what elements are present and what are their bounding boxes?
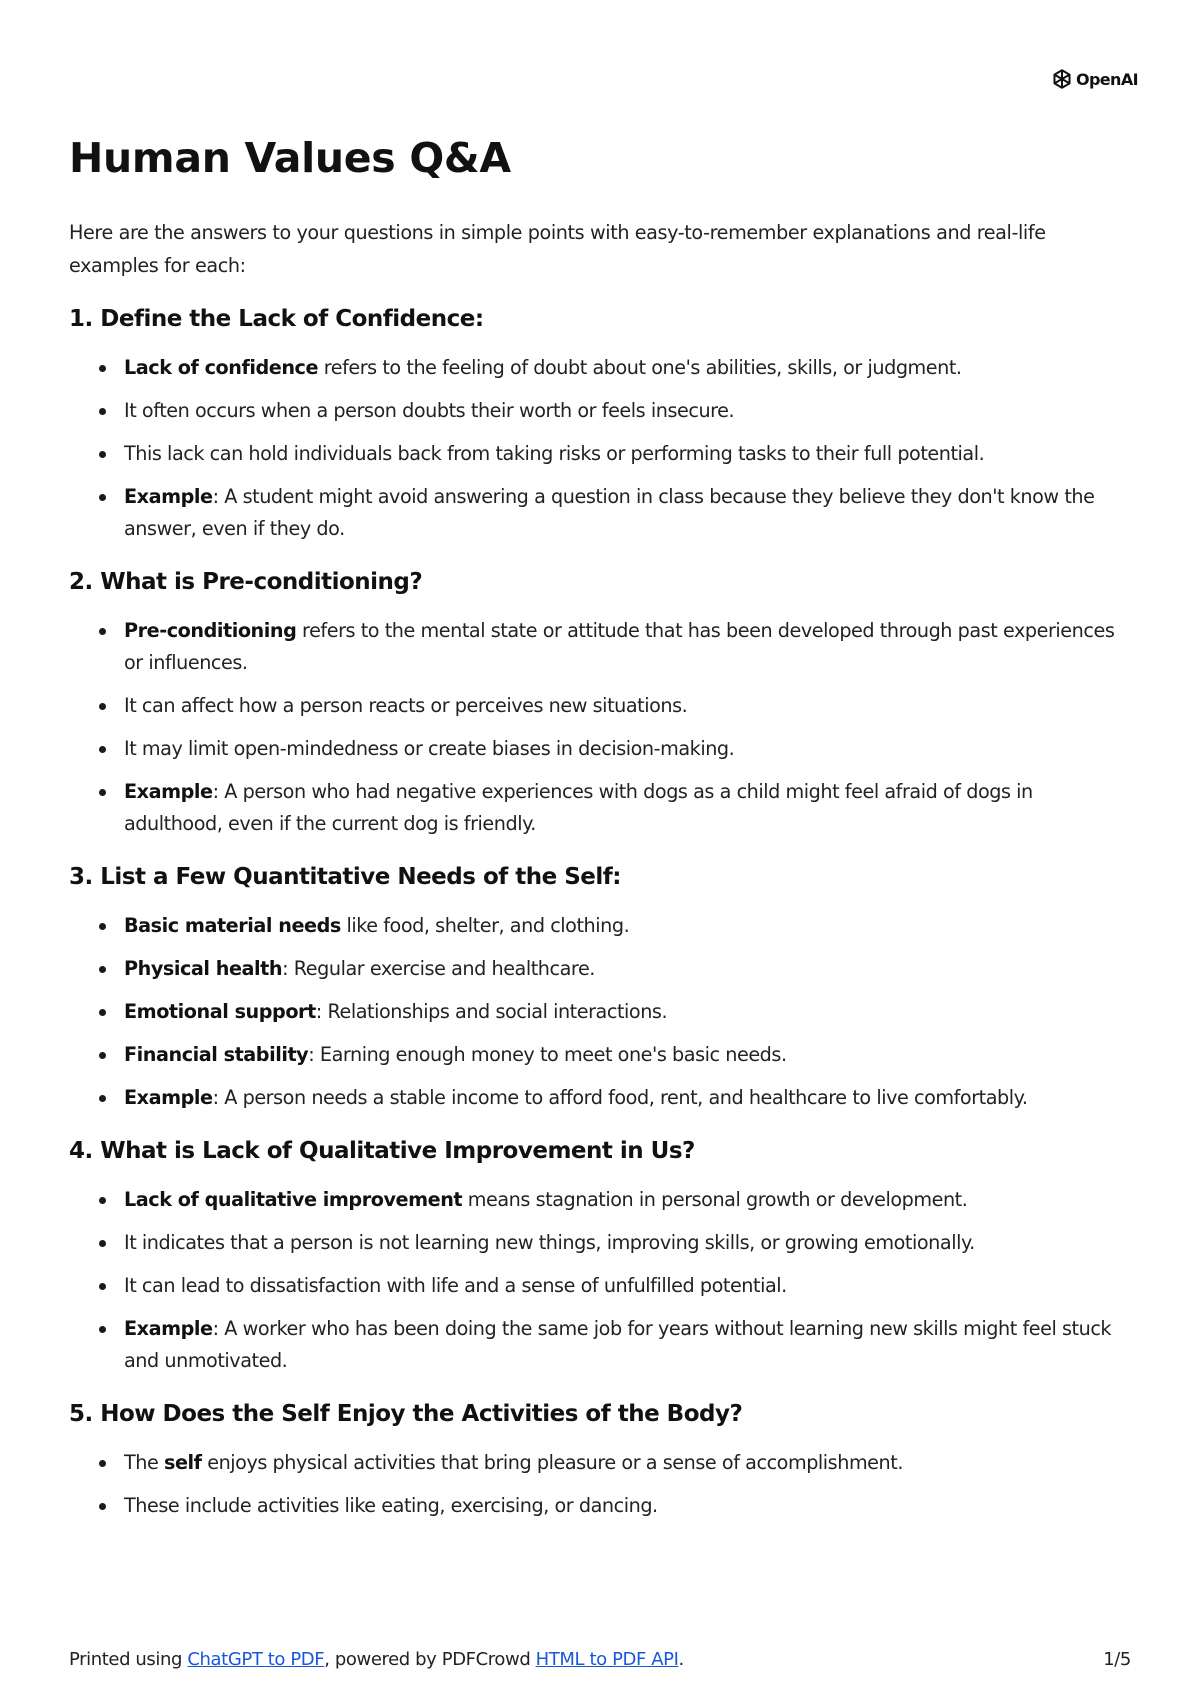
item-text: refers to the feeling of doubt about one's abilities, skills, or judgment. [318,356,962,379]
bullet-list [69,615,1131,840]
bullet-list [69,1447,1131,1522]
item-term: Financial stability [124,1043,309,1066]
item-text: : A person needs a stable income to afford food, rent, and healthcare to live comfortably. [212,1086,1028,1109]
item-term: Lack of confidence [124,356,319,379]
item-text: enjoys physical activities that bring pleasure or a sense of accomplishment. [201,1451,903,1474]
section-heading: 3. List a Few Quantitative Needs of the Self: [69,864,621,890]
section-2 [69,563,1131,840]
list-item [124,1082,1131,1114]
list-item [124,438,1131,470]
list-item [124,690,1131,722]
footer-prefix: Printed using [69,1649,188,1670]
item-prefix: The [124,1451,164,1474]
item-term: Emotional support [124,1000,316,1023]
section-heading: 1. Define the Lack of Confidence: [69,306,484,332]
item-text: It can affect how a person reacts or perceives new situations. [124,694,688,717]
list-item [124,1313,1131,1377]
item-text: : Relationships and social interactions. [315,1000,668,1023]
item-text: These include activities like eating, exercising, or dancing. [124,1494,658,1517]
item-term: Example [124,1317,213,1340]
list-item [124,615,1131,679]
section-heading: 5. How Does the Self Enjoy the Activities of the Body? [69,1401,743,1427]
list-item [124,776,1131,840]
list-item [124,910,1131,942]
bullet-list [69,910,1131,1114]
section-4 [69,1132,1131,1377]
chatgpt-to-pdf-link[interactable]: ChatGPT to PDF [187,1649,325,1670]
list-item [124,1447,1131,1479]
print-footer [69,1647,1131,1673]
item-term: Example [124,485,213,508]
list-item [124,1270,1131,1302]
item-term: Physical health [124,957,283,980]
item-text: It indicates that a person is not learning new things, improving skills, or growing emotionally. [124,1231,975,1254]
item-text: : A person who had negative experiences with dogs as a child might feel afraid of dogs in adulthood, even if the current dog is friendly. [124,780,1033,835]
item-text: means stagnation in personal growth or development. [462,1188,968,1211]
intro-paragraph: Here are the answers to your questions in simple points with easy-to-remember explanations and real-life examples for each: [69,221,1046,277]
section-1 [69,300,1131,545]
list-item [124,996,1131,1028]
html-to-pdf-api-link[interactable]: HTML to PDF API [535,1649,679,1670]
item-text: like food, shelter, and clothing. [340,914,630,937]
openai-logo [1051,68,1138,90]
item-text: It often occurs when a person doubts their worth or feels insecure. [124,399,735,422]
list-item [124,1227,1131,1259]
footer-middle: , powered by PDFCrowd [324,1649,536,1670]
openai-knot-icon [1051,68,1073,90]
item-text: refers to the mental state or attitude that has been developed through past experiences or influences. [124,619,1115,674]
item-term: self [164,1451,202,1474]
item-text: It can lead to dissatisfaction with life and a sense of unfulfilled potential. [124,1274,787,1297]
list-item [124,481,1131,545]
section-3 [69,858,1131,1114]
list-item [124,733,1131,765]
list-item [124,953,1131,985]
page-title: Human Values Q&A [69,134,511,182]
logo-text: OpenAI [1075,69,1138,89]
bullet-list [69,352,1131,545]
footer-suffix: . [678,1649,684,1670]
item-text: : A worker who has been doing the same job for years without learning new skills might feel stuck and unmotivated. [124,1317,1112,1372]
list-item [124,395,1131,427]
list-item [124,1039,1131,1071]
item-text: It may limit open-mindedness or create biases in decision-making. [124,737,735,760]
section-heading: 2. What is Pre-conditioning? [69,569,423,595]
section-5 [69,1395,1131,1522]
item-term: Lack of qualitative improvement [124,1188,463,1211]
document-content [69,128,1131,1533]
item-term: Pre-conditioning [124,619,297,642]
section-heading: 4. What is Lack of Qualitative Improvement in Us? [69,1138,695,1164]
page-number: 1/5 [1103,1649,1131,1670]
item-term: Example [124,1086,213,1109]
list-item [124,352,1131,384]
sections-container [69,300,1131,1522]
bullet-list [69,1184,1131,1377]
item-text: : A student might avoid answering a question in class because they believe they don't know the answer, even if they do. [124,485,1095,540]
list-item [124,1490,1131,1522]
item-text: : Earning enough money to meet one's basic needs. [308,1043,787,1066]
item-term: Example [124,780,213,803]
item-text: This lack can hold individuals back from taking risks or performing tasks to their full potential. [124,442,985,465]
list-item [124,1184,1131,1216]
item-text: : Regular exercise and healthcare. [282,957,595,980]
item-term: Basic material needs [124,914,341,937]
